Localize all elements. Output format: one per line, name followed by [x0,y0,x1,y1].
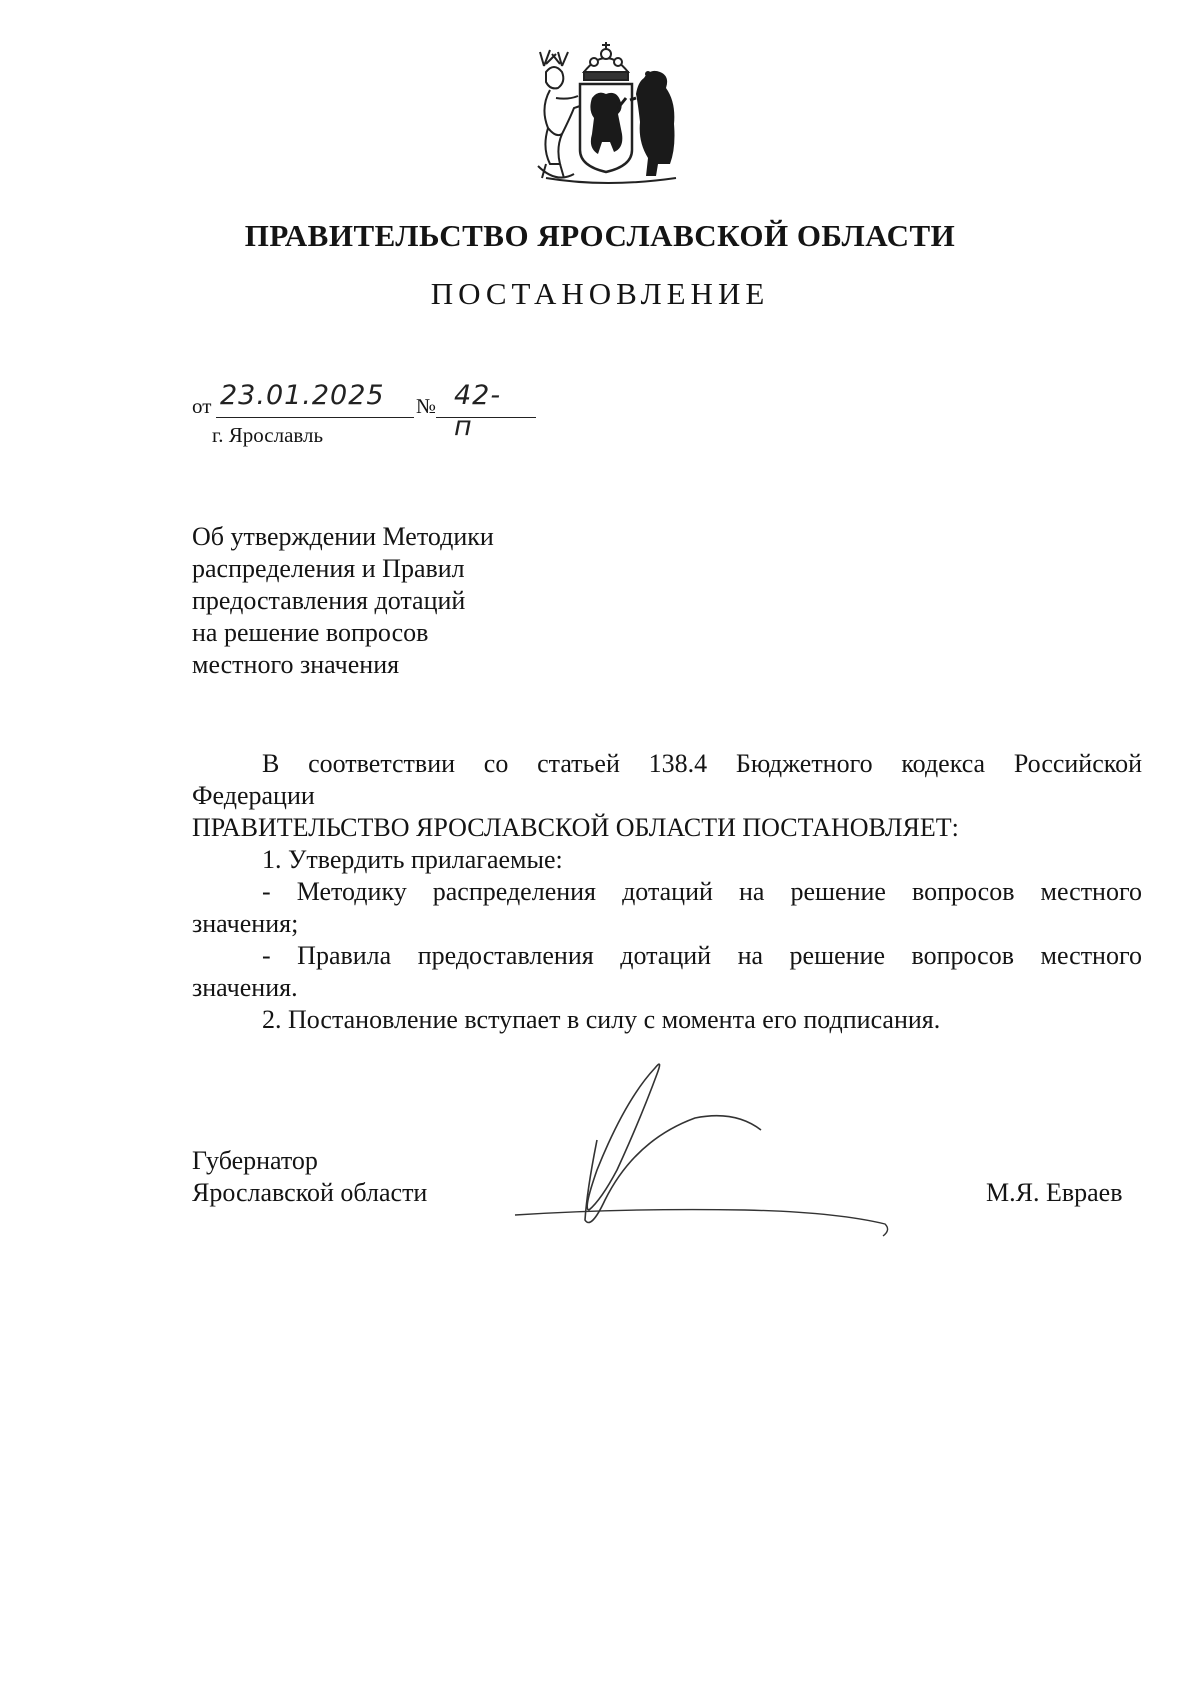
item-1b-line: значения. [192,973,298,1002]
document-body [192,748,1142,1036]
position-line: Ярославской области [192,1178,428,1207]
subject-line: Об утверждении Методики [192,522,494,551]
document-subject [192,521,494,681]
item-1a-line: значения; [192,909,299,938]
preamble-line: Федерации [192,781,315,810]
handwritten-number: 42-п [454,380,502,442]
subject-line: местного значения [192,650,400,679]
document-type: ПОСТАНОВЛЕНИЕ [430,276,770,311]
number-underline [436,417,536,418]
item-1: 1. Утвердить прилагаемые: [262,845,563,874]
item-2: 2. Постановление вступает в силу с момента его подписания. [262,1005,941,1034]
item-1b-line: - Правила предоставления дотаций на решение вопросов местного [262,941,1142,970]
position-line: Губернатор [192,1146,318,1175]
resolves-line: ПРАВИТЕЛЬСТВО ЯРОСЛАВСКОЙ ОБЛАСТИ ПОСТАНОВЛЯЕТ: [192,813,959,842]
preamble-line: В соответствии со статьей 138.4 Бюджетного кодекса Российской [262,749,1142,778]
date-prefix: от [192,394,212,418]
subject-line: на решение вопросов [192,618,429,647]
date-underline [216,417,414,418]
subject-line: распределения и Правил [192,554,465,583]
number-prefix: № [416,394,437,418]
city-line: г. Ярославль [212,423,324,447]
handwritten-date: 23.01.2025 [220,380,385,411]
signatory-position [192,1145,427,1209]
handwritten-signature [505,1060,915,1260]
subject-line: предоставления дотаций [192,586,466,615]
organization-title: ПРАВИТЕЛЬСТВО ЯРОСЛАВСКОЙ ОБЛАСТИ [244,218,956,253]
signatory-name: М.Я. Евраев [986,1178,1123,1207]
item-1a-line: - Методику распределения дотаций на решение вопросов местного [262,877,1142,906]
coat-of-arms-icon [526,38,686,188]
